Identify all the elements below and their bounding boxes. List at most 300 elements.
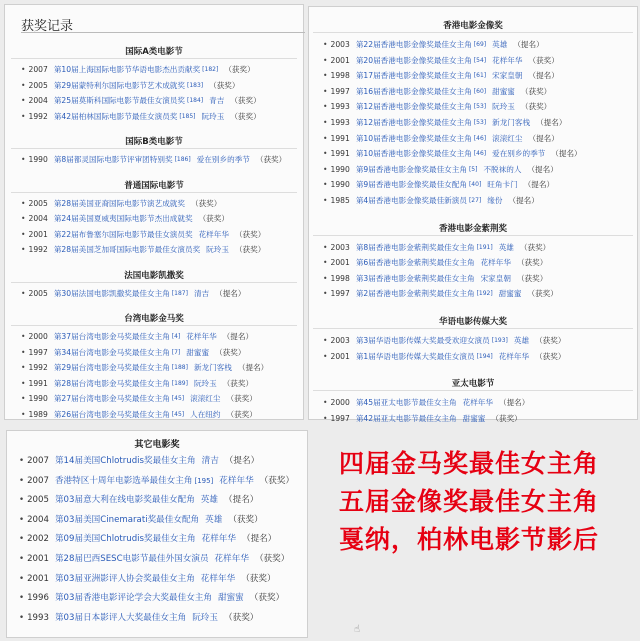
bullet: • <box>323 102 328 112</box>
film-link: 甜蜜蜜 <box>498 289 522 299</box>
award-name-link: 第25届莫斯科国际电影节最佳女演员奖 <box>53 96 185 105</box>
bullet: • <box>21 214 26 223</box>
film-link: 新龙门客栈 <box>193 363 232 372</box>
award-result: （获奖） <box>255 155 287 164</box>
award-year: 1990 <box>330 164 350 174</box>
award-result: （提名） <box>527 164 558 174</box>
award-result: （获奖） <box>224 65 255 74</box>
film-link: 英雄 <box>498 242 514 252</box>
award-year: 2004 <box>28 96 48 105</box>
award-name-link: 第1届华语电影传媒大奖最佳女演员 <box>355 351 475 361</box>
award-name-link: 第12届香港电影金像奖最佳女主角 <box>355 102 472 112</box>
film-link: 清吉 <box>193 288 210 298</box>
award-name-link: 第28届美国芝加哥国际电影节最佳女演员奖 <box>53 245 201 254</box>
award-row <box>323 180 554 190</box>
reference-link: [7] <box>171 348 181 356</box>
film-link: 花样年华 <box>480 258 511 268</box>
award-year: 1997 <box>28 347 48 357</box>
section-divider <box>313 328 633 329</box>
award-year: 2005 <box>27 495 49 506</box>
award-name-link: 第30届法国电影凯撒奖最佳女主角 <box>53 288 170 298</box>
film-link: 青吉 <box>209 96 225 105</box>
award-row <box>323 134 559 144</box>
title-divider <box>21 32 305 33</box>
award-year: 2003 <box>330 40 350 49</box>
bullet: • <box>19 573 25 584</box>
film-link: 英雄 <box>200 495 218 506</box>
award-year: 1991 <box>330 149 350 159</box>
bullet: • <box>323 71 328 81</box>
section-heading: 台湾电影金马奖 <box>124 314 184 324</box>
award-year: 2003 <box>330 336 350 345</box>
reference-link: [183] <box>186 81 204 89</box>
film-link: 人在纽约 <box>190 409 221 419</box>
reference-link: [5] <box>468 165 478 173</box>
reference-link: [187] <box>171 289 188 297</box>
section-divider <box>11 58 297 59</box>
cursor-hand-icon: ☝ <box>354 624 361 635</box>
film-link: 英雄 <box>492 40 508 49</box>
bullet: • <box>323 242 328 252</box>
bullet: • <box>21 332 26 341</box>
award-name-link: 第12届香港电影金像奖最佳女主角 <box>355 118 472 127</box>
film-link: 花样年华 <box>201 534 236 545</box>
bullet: • <box>19 514 25 525</box>
award-name-link: 第3届香港电影金紫荆奖最佳女主角 <box>355 273 475 283</box>
film-link: 旺角卡门 <box>487 180 518 190</box>
award-name-link: 第42届柏林国际电影节最佳女演员奖 <box>53 111 178 121</box>
award-result: （提名） <box>215 288 246 298</box>
film-link: 花样年华 <box>498 351 530 361</box>
award-name-link: 第27届台湾电影金马奖最佳女主角 <box>53 394 170 403</box>
award-row <box>19 494 258 506</box>
reference-link: [54] <box>473 56 487 64</box>
award-result: （获奖） <box>520 102 552 112</box>
bullet: • <box>323 55 328 65</box>
award-name-link: 第10届香港电影金像奖最佳女主角 <box>355 133 472 143</box>
award-row <box>21 363 268 373</box>
award-row <box>323 352 565 362</box>
award-row <box>21 230 265 240</box>
award-name-link: 第24届美国夏威夷国际电影节杰出成就奖 <box>53 214 193 223</box>
film-link: 阮玲玉 <box>201 111 225 121</box>
bullet: • <box>323 40 328 49</box>
award-name-link: 第10届香港电影金像奖最佳女主角 <box>355 149 472 159</box>
award-year: 2002 <box>27 534 49 545</box>
award-row <box>19 514 263 526</box>
award-year: 2005 <box>28 288 48 298</box>
award-name-link: 第29届台湾电影金马奖最佳女主角 <box>53 363 170 372</box>
award-year: 2005 <box>28 80 48 90</box>
award-name-link: 第16届香港电影金像奖最佳女主角 <box>355 86 472 96</box>
film-link: 甜蜜蜜 <box>462 413 486 423</box>
award-row <box>21 214 229 224</box>
film-link: 花样年华 <box>214 554 249 564</box>
award-row <box>323 398 529 408</box>
award-row <box>323 196 539 206</box>
reference-link: [53] <box>473 119 487 126</box>
section-heading: 华语电影传媒大奖 <box>438 317 507 327</box>
award-row <box>21 332 253 342</box>
reference-link: [188] <box>171 364 188 371</box>
award-result: （获奖） <box>491 413 522 423</box>
bullet: • <box>323 398 328 408</box>
award-year: 2007 <box>27 456 49 466</box>
award-name-link: 第3届华语电影传媒大奖最受欢迎女演员 <box>355 336 490 345</box>
section-heading: 其它电影奖 <box>134 440 180 450</box>
award-year: 1990 <box>28 155 48 164</box>
award-result: （提名） <box>222 332 254 341</box>
award-result: （获奖） <box>222 378 254 388</box>
section-divider <box>11 282 297 283</box>
film-link: 花样年华 <box>186 332 217 341</box>
award-result: （获奖） <box>535 351 566 361</box>
bullet: • <box>323 273 328 283</box>
bullet: • <box>21 229 26 239</box>
award-row <box>323 149 582 159</box>
award-year: 1991 <box>330 133 350 143</box>
film-link: 英雄 <box>513 336 530 345</box>
bullet: • <box>21 245 26 254</box>
award-year: 2001 <box>28 229 48 239</box>
award-row <box>21 245 265 255</box>
award-row <box>21 81 240 91</box>
award-row <box>21 112 261 122</box>
reference-link: [189] <box>171 379 188 387</box>
award-name-link: 第9届香港电影金像奖最佳女主角 <box>355 164 467 174</box>
reference-link: [69] <box>473 41 487 48</box>
award-row <box>19 592 284 604</box>
bullet: • <box>19 554 25 564</box>
section-divider <box>11 192 297 193</box>
overlay-line-1: 四届金马奖最佳女主角 <box>338 449 599 478</box>
award-row <box>323 102 551 112</box>
award-year: 2007 <box>27 475 49 486</box>
section-heading: 国际A类电影节 <box>125 47 183 57</box>
bullet: • <box>21 288 26 298</box>
award-year: 1997 <box>330 86 350 96</box>
section-heading: 亚太电影节 <box>451 379 495 390</box>
award-year: 2001 <box>27 554 49 564</box>
award-result: （获奖） <box>249 593 285 604</box>
award-result: （提名） <box>523 180 555 190</box>
film-link: 花样年华 <box>198 229 229 239</box>
bullet: • <box>21 155 26 164</box>
award-result: （获奖） <box>215 347 246 357</box>
award-row <box>21 348 245 358</box>
award-row <box>19 455 259 467</box>
section-divider <box>11 148 297 149</box>
award-year: 2007 <box>28 65 48 74</box>
section-heading: 香港电影金紫荆奖 <box>438 223 507 234</box>
film-link: 滚滚红尘 <box>190 394 221 403</box>
reference-link: [185] <box>179 112 196 120</box>
award-row <box>21 199 221 209</box>
award-result: （提名） <box>241 534 277 545</box>
award-name-link: 第03届香港电影评论学会大奖最佳女主角 <box>54 593 212 604</box>
award-name-link: 第10届上海国际电影节华语电影杰出贡献奖 <box>53 65 201 74</box>
reference-link: [186] <box>174 156 191 163</box>
bullet: • <box>19 534 25 545</box>
film-link: 爱在别乡的季节 <box>492 149 546 159</box>
award-row <box>21 394 257 404</box>
award-result: （获奖） <box>254 554 290 564</box>
bullet: • <box>19 593 25 604</box>
bullet: • <box>21 65 26 74</box>
bullet: • <box>21 96 26 105</box>
bullet: • <box>21 198 26 208</box>
section-heading: 国际B类电影节 <box>125 137 183 147</box>
award-name-link: 第29届蒙特利尔国际电影节艺术成就奖 <box>53 80 185 90</box>
award-year: 2004 <box>27 514 49 525</box>
award-name-link: 第6届香港电影金紫荆奖最佳女主角 <box>355 258 475 268</box>
film-link: 阮玲玉 <box>492 102 515 112</box>
award-row <box>323 289 558 299</box>
award-result: （提名） <box>536 118 567 127</box>
award-name-link: 第9届香港电影金像奖最佳女配角 <box>355 180 467 190</box>
award-row <box>19 533 276 545</box>
award-name-link: 第8届都灵国际电影节评审团特别奖 <box>53 155 173 164</box>
award-name-link: 第22届香港电影金像奖最佳女主角 <box>355 40 472 49</box>
reference-link: [192] <box>476 290 493 298</box>
award-year: 1991 <box>28 378 48 388</box>
award-result: （获奖） <box>241 573 276 584</box>
bullet: • <box>323 351 328 361</box>
award-row <box>323 414 522 424</box>
award-result: （获奖） <box>230 96 261 105</box>
reference-link: [46] <box>473 134 487 142</box>
film-link: 花样年华 <box>462 398 493 408</box>
award-year: 1990 <box>330 180 350 190</box>
award-row <box>323 258 547 268</box>
reference-link: [191] <box>476 243 493 251</box>
bullet: • <box>21 111 26 121</box>
reference-link: [45] <box>171 410 185 418</box>
film-link: 缘份 <box>487 196 503 205</box>
award-result: （获奖） <box>520 86 552 96</box>
award-year: 1993 <box>330 102 350 112</box>
award-result: （提名） <box>528 133 559 143</box>
award-row <box>21 65 255 75</box>
award-name-link: 第37届台湾电影金马奖最佳女主角 <box>53 332 170 341</box>
award-name-link: 第4届香港电影金像奖最佳新演员 <box>355 196 467 205</box>
award-name-link: 第22届布鲁塞尔国际电影节最佳女演员奖 <box>53 229 193 239</box>
film-link: 宋家皇朝 <box>480 273 511 283</box>
film-link: 阮玲玉 <box>192 612 218 623</box>
award-year: 2001 <box>330 55 350 65</box>
right-award-panel <box>308 6 638 423</box>
award-result: （提名） <box>224 495 259 506</box>
bullet: • <box>19 495 25 506</box>
reference-link: [195] <box>194 476 214 485</box>
award-result: （获奖） <box>190 198 222 208</box>
page-title: 获奖记录 <box>21 19 74 34</box>
award-name-link: 第42届亚太电影节最佳女主角 <box>355 413 457 423</box>
reference-link: [194] <box>476 352 493 360</box>
award-year: 1992 <box>28 245 48 254</box>
bullet: • <box>323 196 328 205</box>
bullet: • <box>323 336 328 345</box>
award-result: （提名） <box>224 456 260 466</box>
award-result: （获奖） <box>535 336 566 345</box>
bullet: • <box>21 378 26 388</box>
award-year: 1997 <box>330 413 350 423</box>
award-row <box>21 155 286 165</box>
award-row <box>323 40 544 50</box>
bullet: • <box>21 409 26 419</box>
award-year: 2001 <box>330 258 350 268</box>
bullet: • <box>19 456 25 466</box>
bullet: • <box>21 80 26 90</box>
award-year: 1998 <box>330 273 350 283</box>
section-divider <box>11 325 297 326</box>
award-row <box>21 410 257 420</box>
award-name-link: 第45届亚太电影节最佳女主角 <box>355 398 457 408</box>
award-result: （获奖） <box>228 514 263 525</box>
reference-link: [27] <box>468 197 482 204</box>
award-result: （获奖） <box>209 80 240 90</box>
award-year: 1993 <box>27 612 49 623</box>
award-name-link: 第17届香港电影金像奖最佳女主角 <box>355 71 472 81</box>
award-result: （获奖） <box>528 55 559 65</box>
bullet: • <box>323 164 328 174</box>
other-awards-panel <box>6 430 308 638</box>
film-link: 甜蜜蜜 <box>186 347 210 357</box>
award-result: （获奖） <box>234 229 266 239</box>
award-year: 2004 <box>28 214 48 223</box>
award-row <box>19 553 289 565</box>
bullet: • <box>323 289 328 299</box>
award-row <box>323 274 547 284</box>
award-name-link: 第28届巴西SESC电影节最佳外国女演员 <box>54 554 209 564</box>
film-link: 爱在别乡的季节 <box>196 155 250 164</box>
award-name-link: 第03届美国Cinemarati奖最佳女配角 <box>54 514 200 525</box>
reference-link: [193] <box>491 337 508 344</box>
award-row <box>323 336 565 346</box>
award-name-link: 第8届香港电影金紫荆奖最佳女主角 <box>355 242 475 252</box>
award-row <box>323 243 550 253</box>
award-row <box>21 289 246 299</box>
section-heading: 法国电影凯撒奖 <box>124 270 184 281</box>
award-result: （获奖） <box>198 214 229 223</box>
film-link: 花样年华 <box>219 475 254 486</box>
reference-link: [46] <box>473 150 487 158</box>
bullet: • <box>323 258 328 268</box>
bullet: • <box>19 612 25 623</box>
award-name-link: 第34届台湾电影金马奖最佳女主角 <box>53 347 170 357</box>
film-link: 清吉 <box>201 456 219 466</box>
bullet: • <box>21 347 26 357</box>
award-result: （获奖） <box>516 258 548 268</box>
award-year: 1996 <box>27 593 49 604</box>
award-result: （提名） <box>237 363 269 372</box>
award-row <box>21 379 253 389</box>
film-link: 甜蜜蜜 <box>492 86 515 96</box>
award-year: 1992 <box>28 111 48 121</box>
award-year: 1985 <box>330 196 350 205</box>
reference-link: [53] <box>473 103 487 111</box>
film-link: 宋家皇朝 <box>492 71 523 81</box>
award-name-link: 第26届台湾电影金马奖最佳女主角 <box>53 409 170 419</box>
award-name-link: 第03届意大利在线电影奖最佳女配角 <box>54 495 195 506</box>
bullet: • <box>323 149 328 159</box>
award-row <box>19 612 258 624</box>
award-name-link: 第03届日本影评人大奖最佳女主角 <box>54 612 187 623</box>
bullet: • <box>323 180 328 190</box>
film-link: 不脱袜的人 <box>483 164 522 174</box>
award-result: （获奖） <box>224 612 259 623</box>
bullet: • <box>19 475 25 486</box>
left-award-panel <box>4 4 304 420</box>
award-name-link: 第2届香港电影金紫荆奖最佳女主角 <box>355 289 475 299</box>
award-row <box>323 56 559 66</box>
award-result: （获奖） <box>516 273 548 283</box>
award-year: 2005 <box>28 198 48 208</box>
award-year: 1992 <box>28 363 48 372</box>
bullet: • <box>21 363 26 372</box>
bullet: • <box>323 413 328 423</box>
reference-link: [45] <box>171 395 185 402</box>
award-row <box>19 573 276 585</box>
award-result: （获奖） <box>519 242 551 252</box>
award-name-link: 第28届台湾电影金马奖最佳女主角 <box>53 378 170 388</box>
award-result: （提名） <box>528 71 559 81</box>
award-row <box>323 118 566 128</box>
section-heading: 普通国际电影节 <box>124 180 184 191</box>
award-row <box>323 71 559 81</box>
award-name-link: 香港特区十周年电影选举最佳女主角 <box>54 475 193 486</box>
award-name-link: 第20届香港电影金像奖最佳女主角 <box>355 55 472 65</box>
award-result: （获奖） <box>226 394 257 403</box>
film-link: 阮玲玉 <box>206 245 229 254</box>
award-year: 1997 <box>330 289 350 299</box>
award-row <box>323 165 558 175</box>
award-year: 1989 <box>28 409 48 419</box>
reference-link: [40] <box>468 181 482 189</box>
overlay-line-3: 戛纳，柏林电影节影后 <box>338 525 599 554</box>
award-name-link: 第14届美国Chlotrudis奖最佳女主角 <box>54 456 196 466</box>
award-result: （获奖） <box>234 245 266 254</box>
film-link: 英雄 <box>205 514 223 525</box>
award-row <box>21 96 261 106</box>
award-result: （提名） <box>513 40 544 49</box>
award-year: 2003 <box>330 242 350 252</box>
film-link: 花样年华 <box>200 573 236 584</box>
award-year: 2001 <box>27 573 49 584</box>
award-year: 2000 <box>28 332 48 341</box>
award-year: 2001 <box>330 351 350 361</box>
bullet: • <box>21 394 26 403</box>
overlay-line-2: 五届金像奖最佳女主角 <box>338 487 599 516</box>
award-result: （提名） <box>498 398 530 408</box>
section-divider <box>313 390 633 391</box>
award-result: （获奖） <box>226 409 257 419</box>
award-result: （提名） <box>551 149 582 159</box>
award-name-link: 第09届美国Chlotrudis奖最佳女主角 <box>54 534 196 545</box>
bullet: • <box>323 118 328 127</box>
reference-link: [60] <box>473 87 487 95</box>
reference-link: [182] <box>202 66 219 73</box>
award-name-link: 第03届亚洲影评人协会奖最佳女主角 <box>54 573 195 584</box>
award-year: 1990 <box>28 394 48 403</box>
reference-link: [61] <box>473 72 487 80</box>
award-row <box>323 87 551 97</box>
film-link: 甜蜜蜜 <box>217 593 244 604</box>
bullet: • <box>323 133 328 143</box>
award-row <box>19 475 294 487</box>
film-link: 花样年华 <box>492 55 523 65</box>
award-year: 1998 <box>330 71 350 81</box>
